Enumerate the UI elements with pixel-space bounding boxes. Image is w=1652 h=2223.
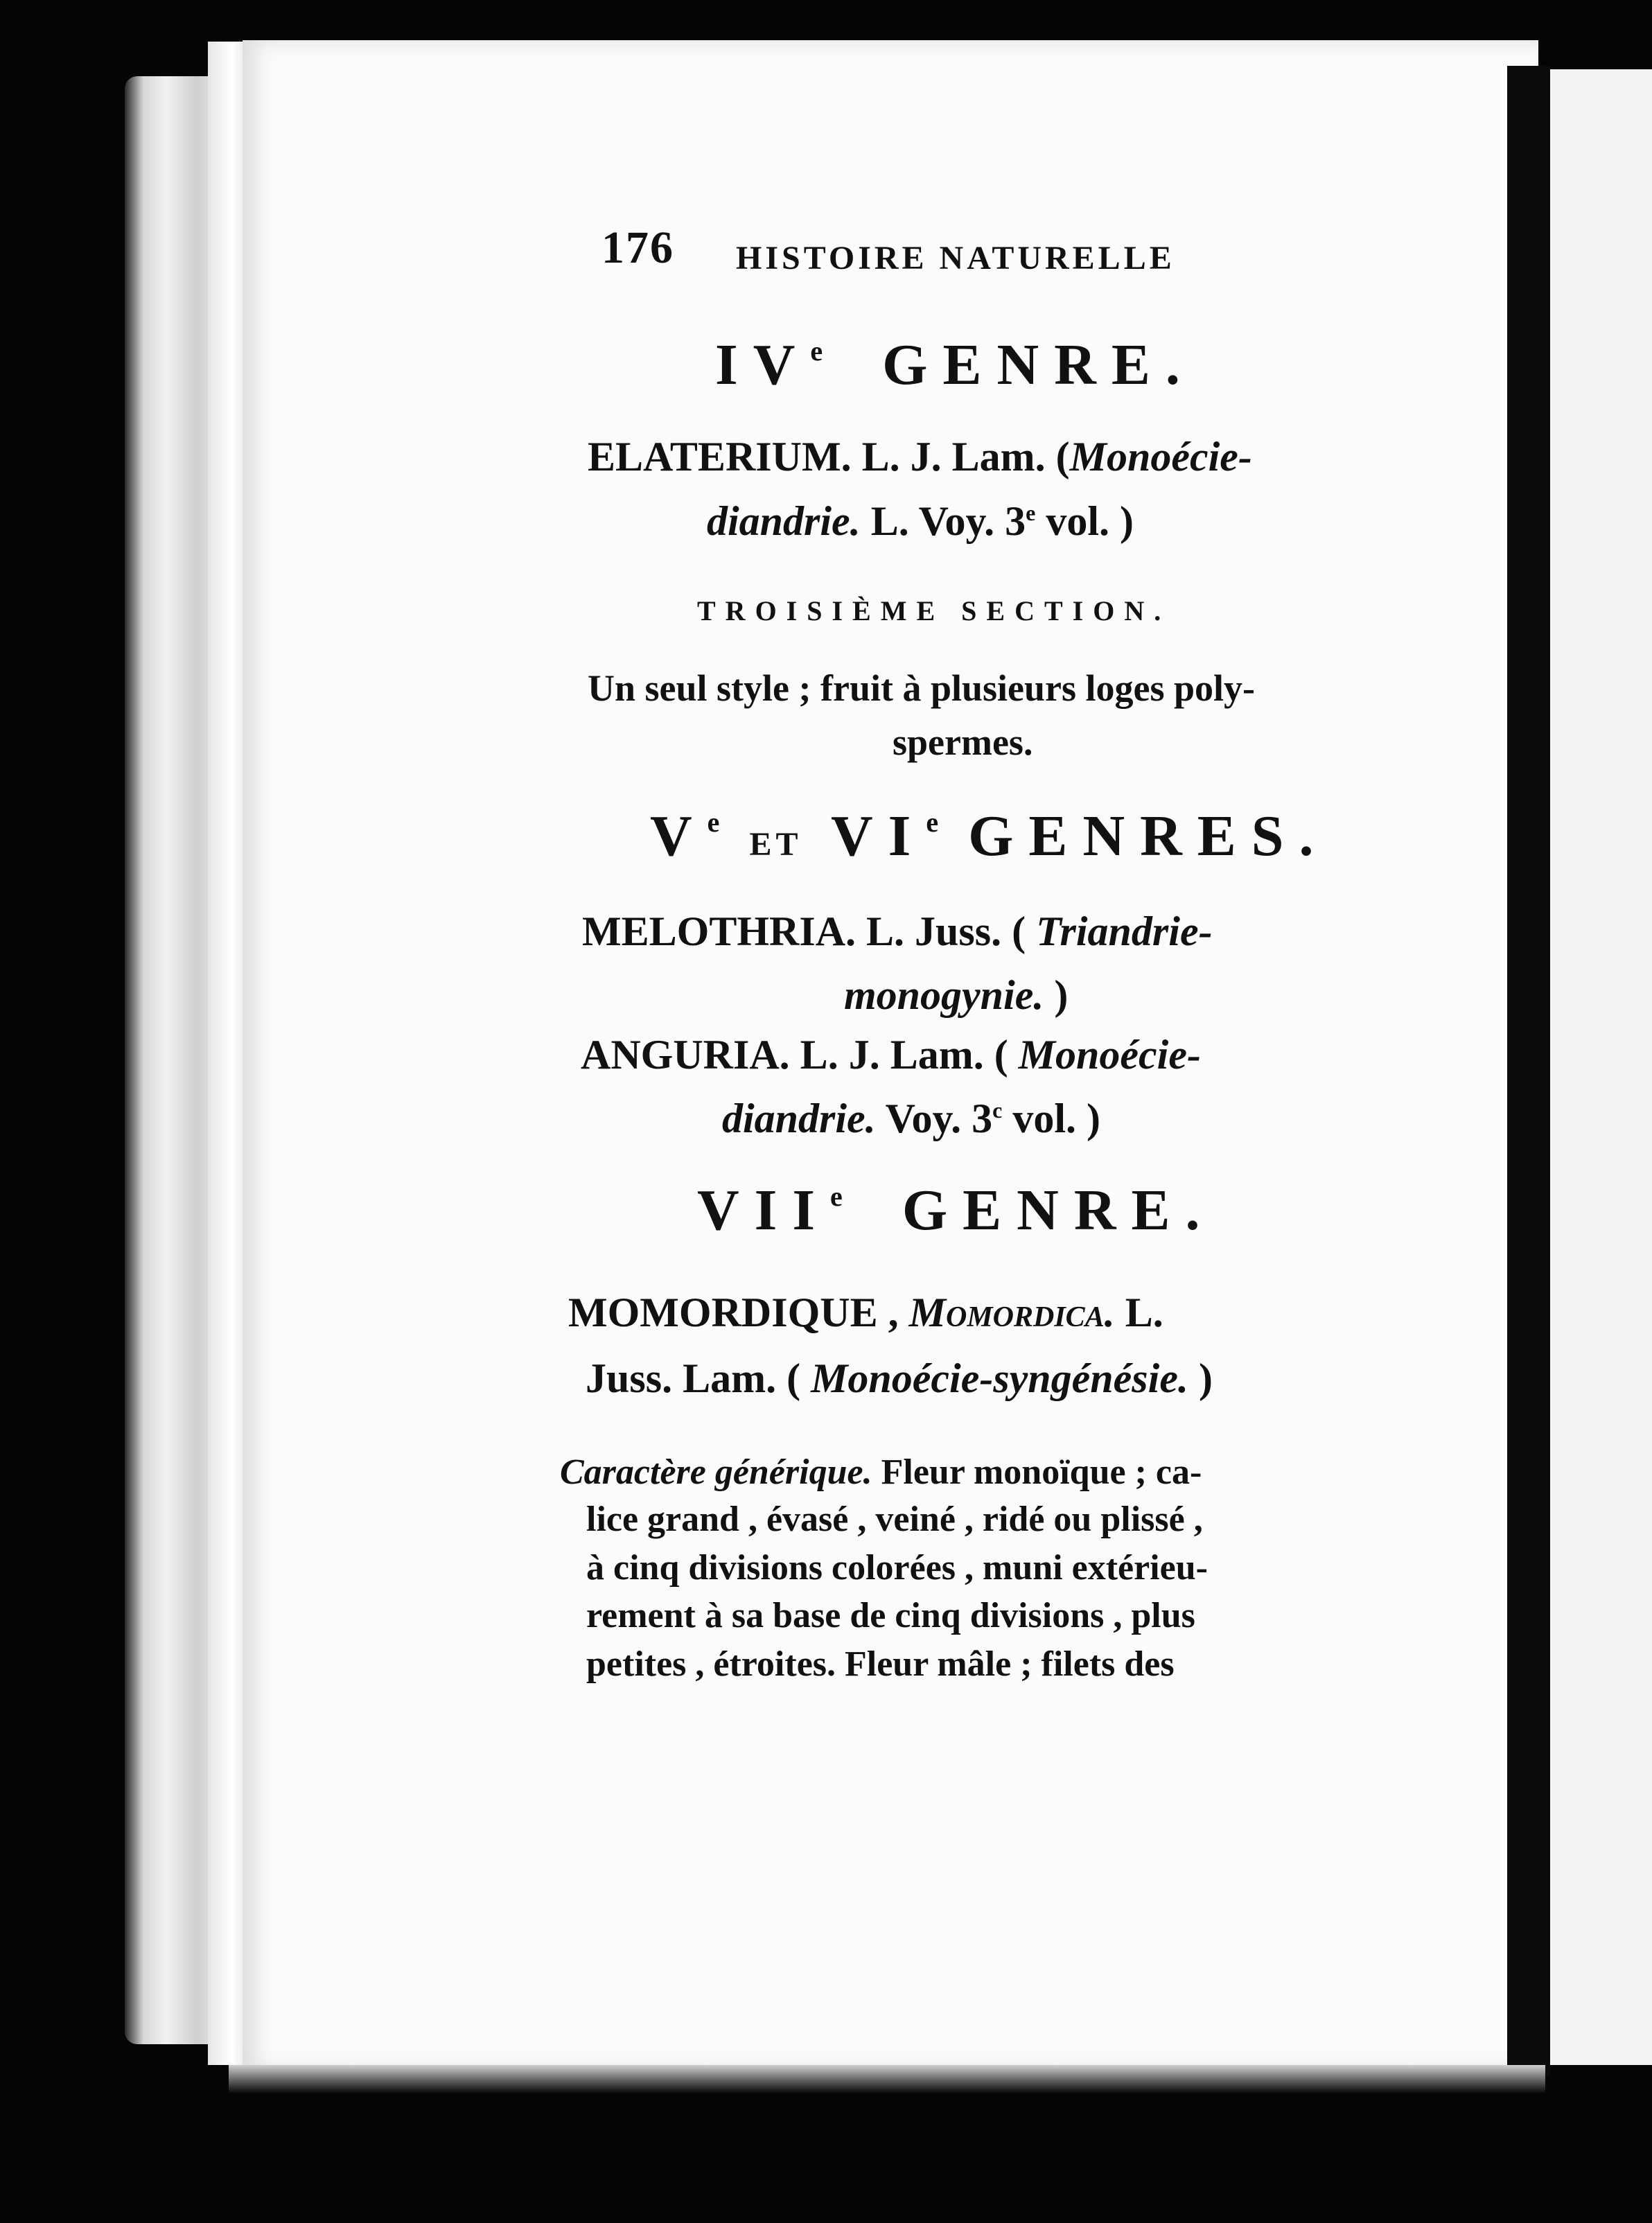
momordique-entry-line1 (568, 1289, 1163, 1337)
anguria-class: Monoécie- (1018, 1032, 1201, 1078)
anguria-ref-sup: c (992, 1098, 1003, 1123)
momordica-latin: Momordica. (908, 1290, 1115, 1335)
elaterium-order: diandrie. (707, 498, 861, 544)
elaterium-ref-sup: e (1026, 500, 1036, 525)
genre-et: ET (749, 826, 802, 863)
elaterium-ref-end: vol. ) (1035, 498, 1134, 544)
body-line-2: lice grand , évasé , veiné , ridé ou plissé , (586, 1500, 1203, 1539)
anguria-ref: Voy. 3 (875, 1096, 993, 1141)
body-line-4: rement à sa base de cinq divisions , plus (586, 1596, 1195, 1635)
momordique-end: ) (1188, 1355, 1213, 1401)
melothria-end: ) (1044, 972, 1069, 1018)
melothria-class: Triandrie- (1036, 908, 1213, 954)
genre-5-sup: e (707, 807, 720, 838)
running-title: HISTOIRE NATURELLE (736, 240, 1175, 276)
body-line-1 (560, 1452, 1202, 1493)
genre-5-roman: V (650, 804, 708, 868)
body-line-5: petites , étroites. Fleur mâle ; filets des (586, 1644, 1175, 1684)
genre-6-sup: e (926, 807, 939, 838)
genre-6-roman: VI (830, 804, 926, 868)
genre-5-6-word: GENRES. (968, 804, 1329, 868)
momordique-author: L. (1114, 1290, 1163, 1335)
elaterium-class: Monoécie- (1069, 434, 1252, 480)
melothria-entry-line1 (582, 908, 1213, 956)
body-line-1-rest: Fleur monoïque ; ca- (872, 1452, 1202, 1492)
page-bottom-shadow (229, 2065, 1545, 2093)
section-desc-line1: Un seul style ; fruit à plusieurs loges poly- (588, 667, 1256, 709)
genre-7-heading (697, 1177, 1215, 1244)
elaterium-entry-line2 (707, 498, 1134, 545)
momordique-class: Monoécie-syngénésie. (811, 1355, 1188, 1401)
genre-7-word: GENRE. (902, 1178, 1215, 1242)
page-number: 176 (601, 222, 674, 273)
genre-4-word: GENRE. (882, 333, 1195, 397)
anguria-entry-line1 (581, 1031, 1201, 1079)
elaterium-name: ELATERIUM. L. J. Lam. ( (588, 434, 1070, 480)
anguria-order: diandrie. (722, 1096, 876, 1141)
momordique-name: MOMORDIQUE , (568, 1290, 909, 1335)
section-desc-line2: spermes. (893, 721, 1033, 763)
elaterium-entry-line1 (588, 433, 1252, 481)
genre-7-roman: VII (697, 1178, 831, 1242)
anguria-name: ANGURIA. L. J. Lam. ( (581, 1032, 1019, 1078)
facing-page-edge (1550, 69, 1652, 2065)
anguria-entry-line2 (722, 1095, 1100, 1143)
section-title: TROISIÈME SECTION. (697, 595, 1171, 626)
melothria-entry-line2 (844, 972, 1068, 1019)
genre-4-sup: e (810, 335, 823, 367)
momordique-authors: Juss. Lam. ( (586, 1355, 811, 1401)
genre-4-roman: IV (715, 333, 811, 397)
genre-7-sup: e (830, 1181, 843, 1212)
book-gutter (1507, 66, 1550, 2075)
body-line-3: à cinq divisions colorées , muni extérieu- (586, 1548, 1208, 1588)
melothria-name: MELOTHRIA. L. Juss. ( (582, 908, 1037, 954)
elaterium-ref: L. Voy. 3 (860, 498, 1026, 544)
melothria-order: monogynie. (844, 972, 1044, 1018)
anguria-ref-end: vol. ) (1002, 1096, 1100, 1141)
momordique-entry-line2 (586, 1355, 1213, 1403)
body-lead: Caractère générique. (560, 1452, 872, 1492)
genre-4-heading (715, 331, 1195, 398)
genre-5-6-heading (650, 802, 1329, 870)
